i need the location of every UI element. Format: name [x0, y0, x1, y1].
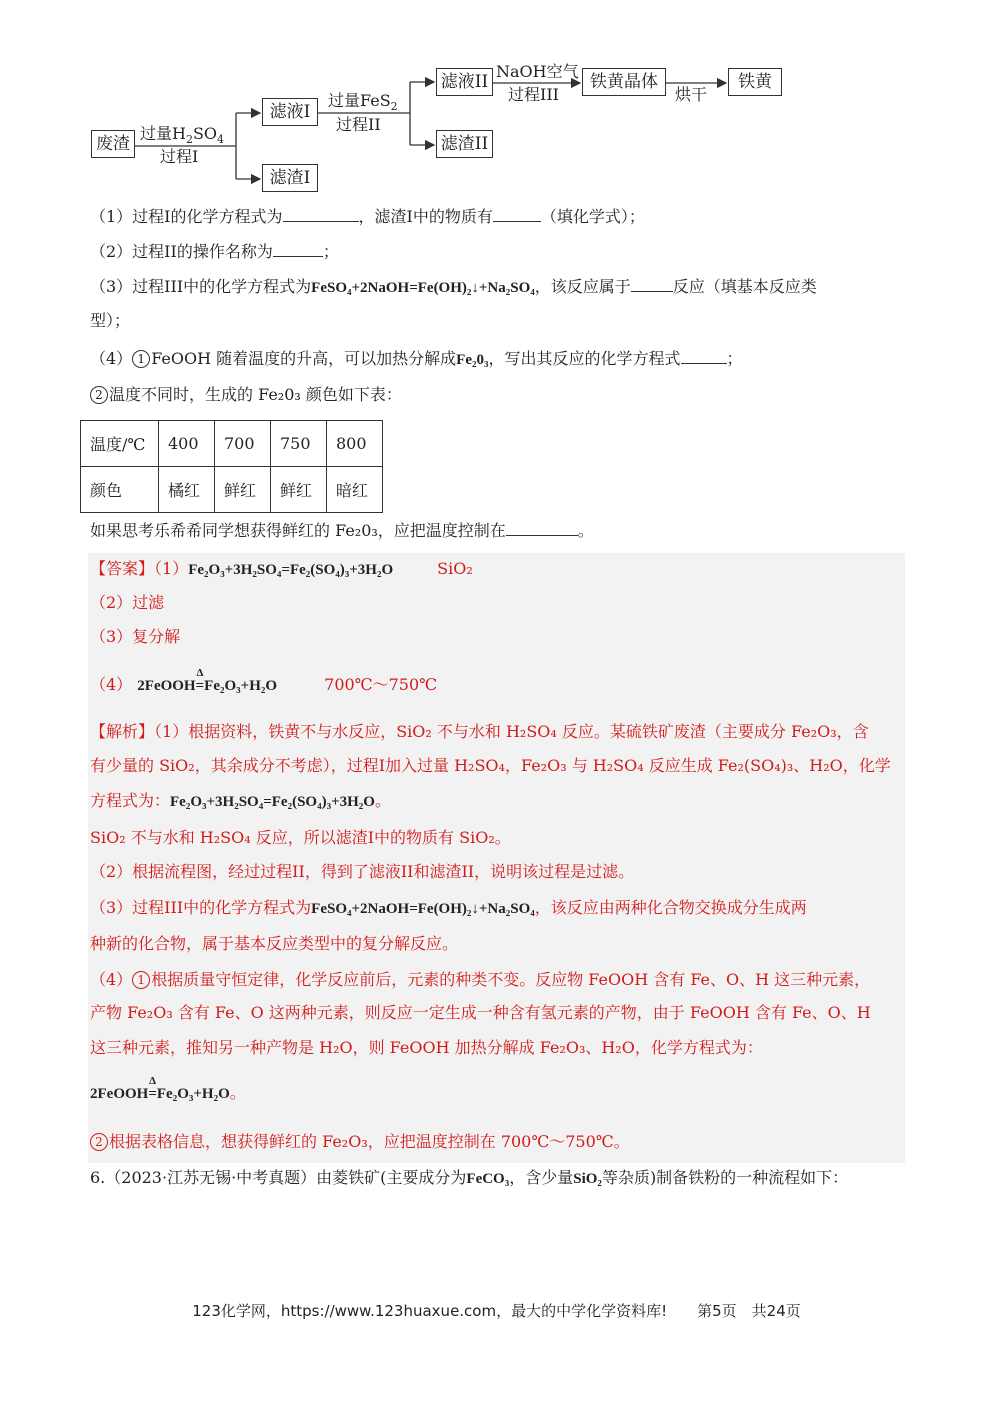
table-cell: 暗红: [327, 467, 383, 513]
circled-number-icon: 2: [90, 1133, 108, 1151]
box-lvzha-1: 滤渣I: [262, 164, 318, 192]
box-lvye-1: 滤液I: [262, 98, 318, 126]
answer-4: （4） 2FeOOH Δ =Fe₂O₃+H₂O 700℃～750℃: [90, 674, 437, 697]
heat-delta-icon: Δ: [149, 1075, 157, 1087]
question-4-part-2: 2 温度不同时，生成的 Fe₂0₃ 颜色如下表：: [90, 384, 402, 406]
circled-number-icon: 2: [90, 386, 108, 404]
table-cell: 橘红: [159, 467, 215, 513]
question-1: （1）过程I的化学方程式为 ，滤渣I中的物质有 （填化学式）；: [90, 207, 645, 226]
box-tiehuang: 铁黄: [728, 68, 782, 96]
label-process-1: 过程I: [160, 147, 199, 166]
question-4-part-1: （4） 1 FeOOH 随着温度的升高，可以加热分解成Fe₂0₃，写出其反应的化学方程式 ；: [90, 349, 743, 368]
question-3-cont: 型）；: [90, 311, 131, 330]
label-process-2-reagent: 过量FeS$_2$: [328, 91, 398, 114]
analysis-label: 【解析】: [90, 722, 155, 741]
answer-blank: [283, 205, 359, 222]
question-3: （3）过程III中的化学方程式为FeSO₄+2NaOH=Fe(OH)₂↓+Na₂SO₄，该反应属于 反应（填基本反应类: [90, 277, 817, 296]
analysis-line: 种新的化合物，属于基本反应类型中的复分解反应。: [90, 934, 459, 953]
analysis-line: 2FeOOH Δ =Fe₂O₃+H₂O。: [90, 1082, 246, 1105]
box-feizha: 废渣: [91, 130, 135, 158]
table-cell: 温度/℃: [81, 421, 159, 467]
answer-blank: [273, 240, 323, 257]
equation: 2FeOOH Δ =Fe₂O₃+H₂O: [90, 1086, 230, 1102]
table-row: [81, 467, 383, 513]
answer-2: （2）过滤: [90, 593, 165, 612]
table-cell: 750: [271, 421, 327, 467]
analysis-line: （4） 1 根据质量守恒定律，化学反应前后，元素的种类不变。反应物 FeOOH 含有 Fe、O、H 这三种元素，: [90, 970, 871, 989]
answer-blank: [681, 347, 727, 364]
analysis-line: （2）根据流程图，经过过程II，得到了滤液II和滤渣II，说明该过程是过滤。: [90, 862, 635, 881]
answer-3: （3）复分解: [90, 627, 181, 646]
answer-label: 【答案】: [90, 559, 155, 578]
flowchart-arrows: [0, 0, 993, 200]
label-process-1-reagent: 过量$H_2SO_4$: [140, 124, 225, 147]
analysis-line: 2 根据表格信息，想获得鲜红的 Fe₂O₃，应把温度控制在 700℃～750℃。: [90, 1131, 630, 1153]
circled-number-icon: 1: [132, 971, 150, 989]
equation: Fe₂O₃+3H₂SO₄=Fe₂(SO₄)₃+3H₂O: [170, 794, 375, 810]
answer-blank: [631, 275, 673, 292]
analysis-line: 方程式为：Fe₂O₃+3H₂SO₄=Fe₂(SO₄)₃+3H₂O。: [90, 791, 391, 810]
table-cell: 鲜红: [215, 467, 271, 513]
analysis-line: 这三种元素，推知另一种产物是 H₂O，则 FeOOH 加热分解成 Fe₂O₃、H₂O，化学方程式为：: [90, 1038, 763, 1057]
box-tiehuang-jingti: 铁黄晶体: [582, 68, 666, 96]
table-row: [81, 421, 383, 467]
table-cell: 颜色: [81, 467, 159, 513]
answer-section: [88, 553, 905, 1163]
label-process-3: 过程III: [508, 85, 559, 104]
circled-number-icon: 1: [132, 350, 150, 368]
box-lvye-2: 滤液II: [436, 68, 493, 96]
analysis-line: 有少量的 SiO₂，其余成分不考虑），过程I加入过量 H₂SO₄，Fe₂O₃ 与 H₂SO₄ 反应生成 Fe₂(SO₄)₃、H₂O，化学: [90, 756, 891, 775]
table-cell: 400: [159, 421, 215, 467]
heat-delta-icon: Δ: [196, 667, 204, 679]
equation: 2FeOOH Δ =Fe₂O₃+H₂O: [137, 678, 277, 694]
analysis-line: 【解析】（1）根据资料，铁黄不与水反应，SiO₂ 不与水和 H₂SO₄ 反应。某硫铁矿废渣（主要成分 Fe₂O₃，含: [90, 722, 869, 741]
equation: Fe₂O₃+3H₂SO₄=Fe₂(SO₄)₃+3H₂O: [188, 562, 394, 578]
page-footer: 123化学网，https://www.123huaxue.com，最大的中学化学资料库! 第5页 共24页: [192, 1302, 801, 1320]
equation: FeSO₄+2NaOH=Fe(OH)₂↓+Na₂SO₄: [311, 901, 535, 917]
table-cell: 鲜红: [271, 467, 327, 513]
analysis-line: （3）过程III中的化学方程式为FeSO₄+2NaOH=Fe(OH)₂↓+Na₂SO₄，该反应由两种化合物交换成分生成两: [90, 898, 807, 917]
analysis-line: 产物 Fe₂O₃ 含有 Fe、O 这两种元素，则反应一定生成一种含有氢元素的产物，由于 FeOOH 含有 Fe、O、H: [90, 1003, 871, 1022]
temperature-color-table: [80, 420, 383, 513]
equation: FeSO₄+2NaOH=Fe(OH)₂↓+Na₂SO₄: [311, 280, 535, 296]
question-2: （2）过程II的操作名称为 ；: [90, 242, 339, 261]
table-cell: 800: [327, 421, 383, 467]
label-process-2: 过程II: [336, 115, 381, 134]
answer-1: 【答案】（1）Fe₂O₃+3H₂SO₄=Fe₂(SO₄)₃+3H₂O SiO₂: [90, 559, 473, 578]
answer-blank: [493, 205, 541, 222]
answer-blank: [506, 519, 578, 536]
question-6-intro: 6.（2023·江苏无锡·中考真题）由菱铁矿(主要成分为FeCO₃，含少量SiO₂等杂质)制备铁粉的一种流程如下：: [90, 1168, 849, 1187]
table-cell: 700: [215, 421, 271, 467]
label-dry: 烘干: [675, 85, 708, 104]
box-lvzha-2: 滤渣II: [436, 130, 493, 158]
question-4-part-3: 如果思考乐希希同学想获得鲜红的 Fe₂0₃，应把温度控制在 。: [90, 521, 594, 540]
analysis-line: SiO₂ 不与水和 H₂SO₄ 反应，所以滤渣I中的物质有 SiO₂。: [90, 828, 511, 847]
label-process-3-reagent: NaOH空气: [496, 62, 579, 81]
